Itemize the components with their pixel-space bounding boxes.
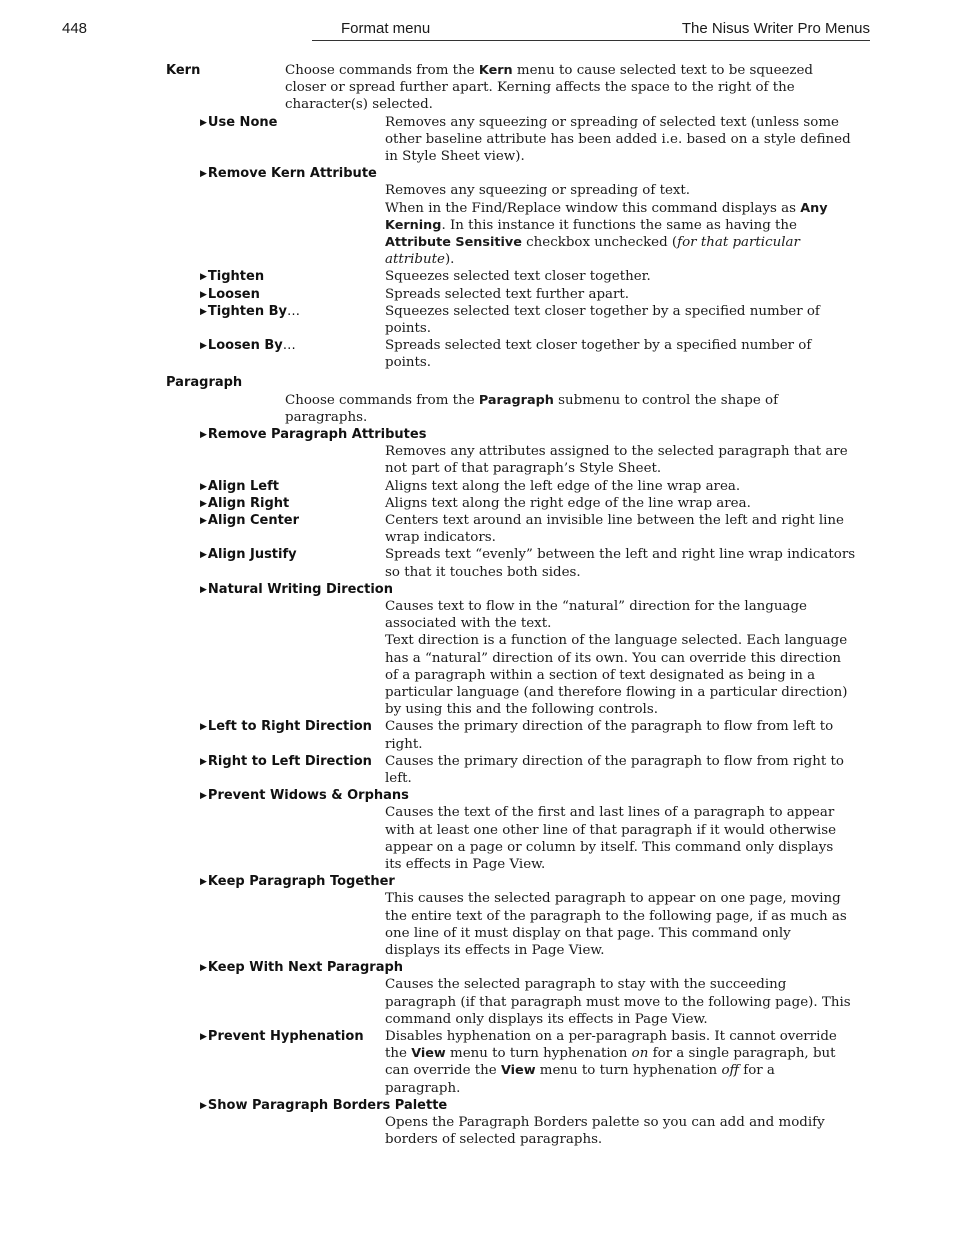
command-label: ▶Keep With Next Paragraph [200,960,404,976]
command-description: When in the Find/Replace window this command displays as Any [385,200,828,216]
text-line [0,564,954,581]
emphasis: on [631,1046,649,1062]
command-label: ▶Natural Writing Direction [200,581,393,597]
command-description: right. [385,736,423,752]
triangle-bullet-icon: ▶ [200,289,207,300]
text-line [0,303,954,320]
paragraph-intro-text: paragraphs. [285,409,368,425]
text-line [0,529,954,546]
command-description: the entire text of the paragraph to the following page, if as much as [385,908,847,924]
text-line [0,718,954,735]
command-description: one line of it must display on that page. This command only [385,925,791,941]
page-number: 448 [62,20,88,37]
text-line [0,495,954,512]
command-description: has a “natural” direction of its own. You can override this direction [385,650,842,666]
command-description: points. [385,321,432,336]
triangle-bullet-icon: ▶ [200,117,207,128]
triangle-bullet-icon: ▶ [200,430,207,440]
command-description: Spreads text “evenly” between the left and right line wrap indicators [385,547,856,563]
command-description: with at least one other line of that paragraph if it would otherwise [385,822,837,838]
text-line [0,354,954,371]
header-title: Format menu [341,20,431,37]
menu-keyword: View [411,1046,446,1062]
command-description: borders of selected paragraphs. [385,1132,603,1148]
triangle-bullet-icon: ▶ [200,169,207,180]
command-description: so that it touches both sides. [385,564,581,580]
command-label: ▶Remove Paragraph Attributes [200,427,427,442]
text-line [0,1062,954,1079]
text-line [0,1045,954,1062]
text-line [0,736,954,753]
command-description: can override the View menu to turn hyphenation off for a [385,1063,775,1079]
kern-intro-text: closer or spread further apart. Kerning affects the space to the right of the [285,80,795,96]
text-line [0,856,954,873]
header-manual-title: The Nisus Writer Pro Menus [681,20,870,37]
triangle-bullet-icon: ▶ [200,550,207,561]
command-description: Causes the text of the first and last lines of a paragraph to appear [385,805,835,821]
text-line [0,804,954,821]
command-label: ▶Align Center [200,513,300,528]
text-line [0,873,954,890]
command-description: associated with the text. [385,616,552,632]
command-description: paragraph. [385,1080,461,1096]
command-description: Causes the selected paragraph to stay with the succeeding [385,977,787,993]
command-description: Removes any squeezing or spreading of selected text (unless some [385,114,839,130]
text-line [0,286,954,303]
command-description: Aligns text along the right edge of the line wrap area. [385,495,751,511]
text-line [0,701,954,718]
command-label: ▶Use None [200,114,278,130]
command-label: ▶Align Justify [200,547,297,563]
command-description: Centers text around an invisible line between the left and right line [385,513,844,528]
command-description: Disables hyphenation on a per-paragraph basis. It cannot override [385,1029,837,1044]
text-line [0,1028,954,1045]
command-label: ▶Align Left [200,478,279,494]
command-description: its effects in Page View. [385,857,546,872]
text-line [0,268,954,285]
command-description: by using this and the following controls. [385,702,658,718]
paragraph-intro-text: Choose commands from the Paragraph submenu to control the shape of [285,392,779,408]
text-line [0,1080,954,1097]
text-line [0,632,954,649]
text-line [0,581,954,598]
text-line [0,62,954,79]
text-line [0,667,954,684]
text-line [0,165,954,182]
command-description: points. [385,355,432,371]
menu-keyword: Kerning [385,217,442,233]
command-label: ▶Remove Kern Attribute [200,166,377,182]
command-label: ▶Left to Right Direction [200,719,372,735]
text-line [0,234,954,251]
command-description: in Style Sheet view). [385,149,525,164]
text-line [0,787,954,804]
text-line [0,684,954,701]
text-line [0,890,954,907]
emphasis: attribute [385,252,445,268]
command-description: Causes the primary direction of the paragraph to flow from left to [385,719,834,735]
text-line [0,131,954,148]
text-line [0,217,954,234]
text-line [0,822,954,839]
text-line [0,320,954,337]
triangle-bullet-icon: ▶ [200,756,207,767]
text-line [0,96,954,113]
command-description: Text direction is a function of the language selected. Each language [385,633,848,649]
command-description: displays its effects in Page View. [385,943,605,958]
command-description: appear on a page or column by itself. This command only displays [385,839,834,855]
text-line [0,512,954,529]
text-line [0,976,954,993]
command-label: ▶Keep Paragraph Together [200,874,395,890]
command-label: ▶Prevent Hyphenation [200,1029,364,1044]
text-line [0,200,954,217]
ellipsis: … [287,303,301,319]
menu-keyword: Attribute Sensitive [385,235,522,250]
command-label: ▶Loosen [200,286,260,302]
emphasis: off [721,1063,739,1079]
text-line [0,650,954,667]
text-line [0,114,954,131]
command-description: particular language (and therefore flowing in a particular direction) [385,685,848,700]
text-line [0,753,954,770]
command-description: paragraph (if that paragraph must move to the following page). This [385,994,851,1010]
text-line [0,615,954,632]
text-line [0,994,954,1011]
command-description: Causes the primary direction of the paragraph to flow from right to [385,753,844,769]
text-line [0,1011,954,1028]
kern-intro-text: character(s) selected. [285,97,433,113]
triangle-bullet-icon: ▶ [200,791,207,802]
command-description: Opens the Paragraph Borders palette so you can add and modify [385,1115,825,1130]
menu-keyword: Any [800,200,828,216]
kern-intro-text: Choose commands from the Kern menu to cause selected text to be squeezed [285,63,813,78]
command-description: not part of that paragraph’s Style Sheet. [385,461,662,477]
command-description: Aligns text along the left edge of the line wrap area. [385,478,741,494]
header-rule [312,40,870,41]
command-label: ▶Tighten [200,269,265,285]
text-line [0,443,954,460]
text-line [0,1114,954,1131]
kern-heading: Kern [166,63,201,78]
text-line [0,409,954,426]
text-line [0,426,954,443]
text-line [0,79,954,96]
emphasis: for that particular [677,235,800,250]
text-line [0,598,954,615]
command-description: Spreads selected text closer together by a specified number of [385,338,812,354]
triangle-bullet-icon: ▶ [200,272,207,283]
command-description: Removes any squeezing or spreading of text. [385,183,691,199]
command-description: Removes any attributes assigned to the selected paragraph that are [385,444,848,460]
menu-keyword: View [500,1063,536,1079]
triangle-bullet-icon: ▶ [200,584,207,595]
command-description: command only displays its effects in Page View. [385,1011,708,1027]
text-line [0,770,954,787]
command-label: ▶Prevent Widows & Orphans [200,788,409,804]
triangle-bullet-icon: ▶ [200,306,207,317]
triangle-bullet-icon: ▶ [200,1100,207,1111]
text-line [0,374,954,391]
command-label: ▶Loosen By… [200,338,296,354]
command-description: Attribute Sensitive checkbox unchecked (for that particular [385,235,800,250]
paragraph-heading: Paragraph [166,375,243,391]
command-description: attribute). [385,252,455,268]
menu-keyword: Paragraph [478,392,554,408]
text-line [0,337,954,354]
command-description: Kerning. In this instance it functions the same as having the [385,217,797,233]
command-label: ▶Right to Left Direction [200,753,372,769]
command-description: other baseline attribute has been added i.e. based on a style defined [385,131,851,147]
triangle-bullet-icon: ▶ [200,877,207,888]
triangle-bullet-icon: ▶ [200,516,207,526]
triangle-bullet-icon: ▶ [200,341,207,352]
command-label: ▶Show Paragraph Borders Palette [200,1097,448,1113]
triangle-bullet-icon: ▶ [200,498,207,509]
text-line [0,959,954,976]
triangle-bullet-icon: ▶ [200,481,207,492]
text-line [0,925,954,942]
text-line [0,839,954,856]
ellipsis: … [282,338,296,354]
triangle-bullet-icon: ▶ [200,963,207,974]
text-line [0,1097,954,1114]
text-line [0,251,954,268]
text-line [0,148,954,165]
command-label: ▶Align Right [200,495,290,511]
command-description: This causes the selected paragraph to appear on one page, moving [385,891,841,907]
command-description: Squeezes selected text closer together by a specified number of [385,303,820,319]
text-line [0,182,954,199]
command-label: ▶Tighten By… [200,303,301,319]
triangle-bullet-icon: ▶ [200,1032,207,1042]
text-line [0,908,954,925]
text-line [0,942,954,959]
text-line [0,460,954,477]
command-description: left. [385,771,412,786]
command-description: of a paragraph within a section of text designated as being in a [385,667,816,683]
command-description: Squeezes selected text closer together. [385,269,651,285]
command-description: Causes text to flow in the “natural” direction for the language [385,599,807,614]
command-description: wrap indicators. [385,530,496,546]
text-line [0,478,954,495]
menu-keyword: Kern [478,63,513,78]
command-description: Spreads selected text further apart. [385,286,630,302]
command-description: the View menu to turn hyphenation on for a single paragraph, but [385,1046,836,1062]
text-line [0,1131,954,1148]
triangle-bullet-icon: ▶ [200,722,207,733]
text-line [0,546,954,563]
text-line [0,392,954,409]
